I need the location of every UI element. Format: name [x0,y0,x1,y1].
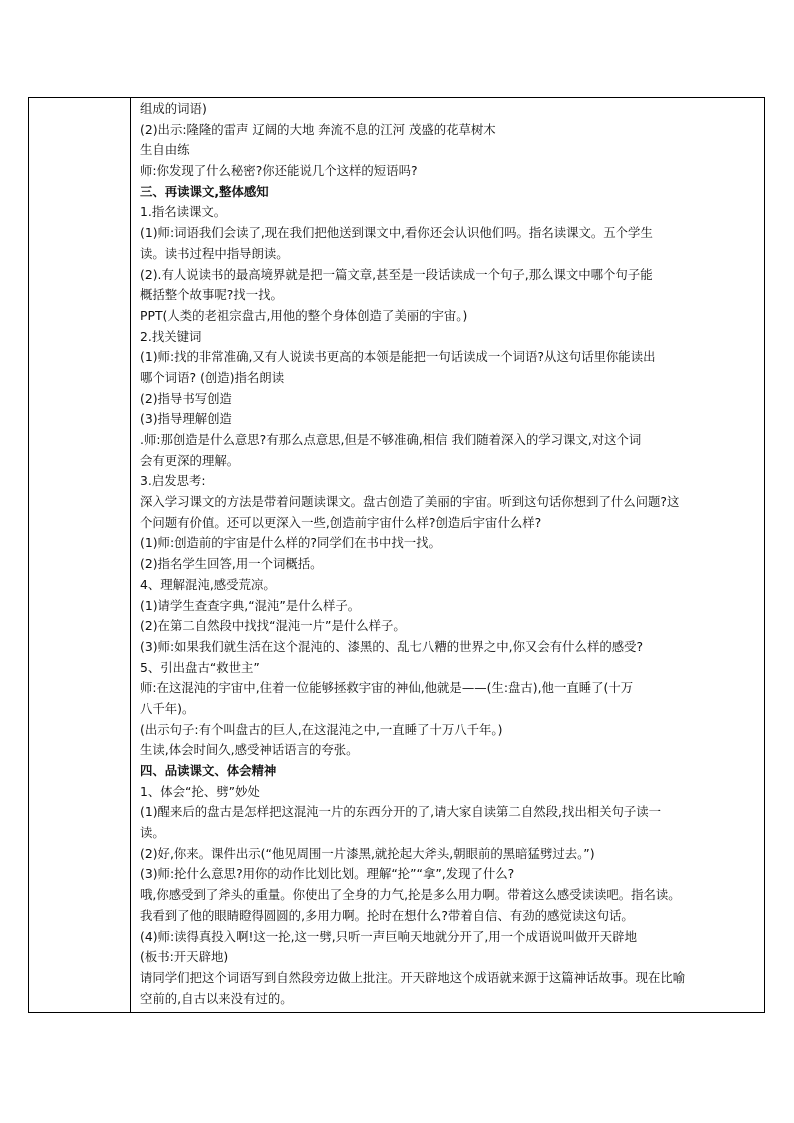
text-line: (1)师:创造前的宇宙是什么样的?同学们在书中找一找。 [140,535,441,551]
text-line: 个问题有价值。还可以更深入一些,创造前宇宙什么样?创造后宇宙什么样? [140,514,542,530]
text-line: PPT(人类的老祖宗盘古,用他的整个身体创造了美丽的宇宙。) [140,307,468,323]
text-line: (2)好,你来。课件出示(“他见周围一片漆黑,就抡起大斧头,朝眼前的黑暗猛劈过去。”) [140,845,595,861]
text-line: .师:那创造是什么意思?有那么点意思,但是不够准确,相信 我们随着深入的学习课文,对这个词 [140,432,642,447]
text-line: 读。读书过程中指导朗读。 [140,245,289,261]
text-line: 生读,体会时间久,感受神话语言的夸张。 [140,742,359,758]
text-line: (1)师:词语我们会读了,现在我们把他送到课文中,看你还会认识他们吗。指名读课文。五个学生 [140,225,653,241]
text-line: 概括整个故事呢?找一找。 [140,287,283,303]
text-line: 深入学习课文的方法是带着问题读课文。盘古创造了美丽的宇宙。听到这句话你想到了什么问题?这 [140,494,680,510]
text-line: 师:在这混沌的宇宙中,住着一位能够拯救宇宙的神仙,他就是——(生:盘古),他一直睡了(十万 [140,680,634,696]
text-line: (2).有人说读书的最高境界就是把一篇文章,甚至是一段话读成一个句子,那么课文中哪个句子能 [140,266,653,282]
lesson-content-cell [140,99,760,1009]
text-line: (1)醒来后的盘古是怎样把这混沌一片的东西分开的了,请大家自读第二自然段,找出相关句子读一 [140,804,662,820]
text-line: (1)请学生查查字典,“混沌”是什么样子。 [140,597,361,613]
text-line: 读。 [140,825,165,841]
text-line: 3.启发思考: [140,473,206,489]
text-line: 5、引出盘古“救世主” [140,659,260,675]
text-line: 哪个词语? (创造)指名朗读 [140,369,285,385]
text-line: 2.找关键词 [140,328,202,344]
text-line: (2)指名学生回答,用一个词概括。 [140,556,323,572]
text-line: (板书:开天辟地) [140,949,229,965]
text-line: (3)师:如果我们就生活在这个混沌的、漆黑的、乱七八糟的世界之中,你又会有什么样的感受? [140,638,644,654]
text-line: (4)师:读得真投入啊!这一抡,这一劈,只听一声巨响天地就分开了,用一个成语说叫做开天辟地 [140,928,637,944]
text-line: (2)指导书写创造 [140,390,232,406]
text-line: (1)师:找的非常准确,又有人说读书更高的本领是能把一句话读成一个词语?从这句话里你能读出 [140,349,656,365]
text-line: 哦,你感受到了斧头的重量。你使出了全身的力气,抡是多么用力啊。带着这么感受读读吧。指名读。 [140,887,681,903]
text-line: (2)出示:隆隆的雷声 辽阔的大地 奔流不息的江河 茂盛的花草树木 [140,121,496,137]
text-line: 4、理解混沌,感受荒凉。 [140,576,276,592]
text-line: (2)在第二自然段中找找“混沌一片”是什么样子。 [140,618,406,634]
text-line: (3)师:抡什么意思?用你的动作比划比划。理解“抡”“拿”,发现了什么? [140,866,515,882]
text-line: 空前的,自古以来没有过的。 [140,990,293,1006]
text-line: 1.指名读课文。 [140,204,227,220]
text-line: 1、体会“抡、劈”妙处 [140,783,260,799]
text-line: 师:你发现了什么秘密?你还能说几个这样的短语吗? [140,163,418,179]
left-column-cell [29,98,131,1012]
lesson-table [28,97,765,1013]
text-line: (出示句子:有个叫盘古的巨人,在这混沌之中,一直睡了十万八千年。) [140,721,503,737]
text-line: 组成的词语) [140,101,207,116]
text-line: 生自由练 [140,142,190,158]
text-line: 八千年)。 [140,700,195,716]
text-line: 会有更深的理解。 [140,452,240,468]
text-line: 请同学们把这个词语写到自然段旁边做上批注。开天辟地这个成语就来源于这篇神话故事。现在比喻 [140,969,686,985]
section-heading: 四、品读课文、体会精神 [140,763,277,778]
section-heading: 三、再读课文,整体感知 [140,183,269,199]
text-line: (3)指导理解创造 [140,411,232,427]
text-line: 我看到了他的眼睛瞪得圆圆的,多用力啊。抡时在想什么?带着自信、有劲的感觉读这句话。 [140,907,634,923]
